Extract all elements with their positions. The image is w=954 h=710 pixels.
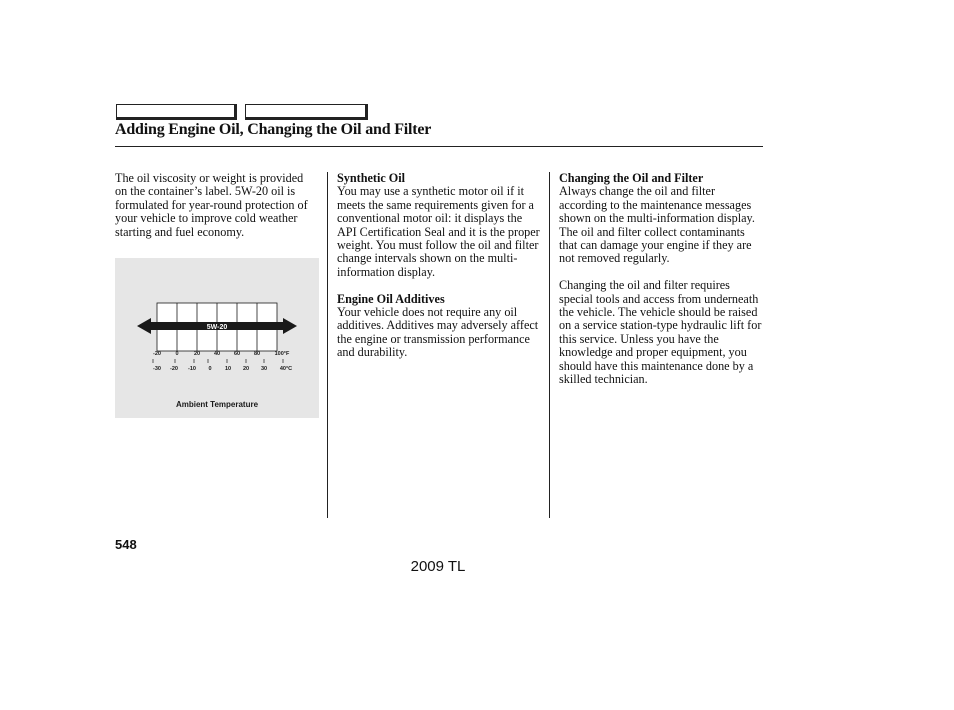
fahrenheit-tick: 60 (233, 351, 241, 357)
section-tab-box-2 (245, 104, 368, 120)
page-title: Adding Engine Oil, Changing the Oil and Filter (115, 121, 432, 138)
celsius-tick: 20 (242, 366, 250, 372)
column-divider-1 (327, 172, 328, 518)
section-tab-box-1 (116, 104, 237, 120)
celsius-tick: -20 (170, 366, 178, 372)
special-tools-paragraph: Changing the oil and filter requires special tools and access from underneath the vehicle. The vehicle should be raised on a service station-type hydraulic lift for this service. Unless you have the knowledge and proper equipment, you should have this maintenance done by a skilled technician. (559, 278, 762, 387)
column-divider-2 (549, 172, 550, 518)
viscosity-chart-svg (115, 258, 319, 418)
celsius-tick: 30 (260, 366, 268, 372)
celsius-tick: 0 (208, 366, 212, 372)
celsius-tick: -30 (153, 366, 161, 372)
fahrenheit-tick: 20 (193, 351, 201, 357)
figure-caption: Ambient Temperature (175, 400, 259, 409)
oil-viscosity-chart (115, 258, 319, 418)
synthetic-oil-paragraph: You may use a synthetic motor oil if it meets the same requirements given for a conventional motor oil: it displays the API Certification Seal and it is the proper weight. You must follow the oil and filter change intervals shown on the multi-information display. (337, 184, 540, 279)
celsius-tick: 40°C (279, 366, 293, 372)
footer-model (0, 558, 954, 575)
column-2 (337, 172, 542, 360)
viscosity-paragraph: The oil viscosity or weight is provided on the container’s label. 5W-20 oil is formulated for year-round protection of your vehicle to improve cold weather starting and fuel economy. (115, 171, 308, 239)
oil-additives-paragraph: Your vehicle does not require any oil additives. Additives may adversely affect the engine or transmission performance and durability. (337, 305, 539, 360)
celsius-tick-marks (153, 359, 283, 363)
fahrenheit-tick: 80 (253, 351, 261, 357)
changing-oil-heading: Changing the Oil and Filter (559, 171, 704, 185)
fahrenheit-tick: 0 (175, 351, 179, 357)
fahrenheit-tick: 40 (213, 351, 221, 357)
grade-label: 5W-20 (206, 324, 228, 331)
oil-additives-heading: Engine Oil Additives (337, 291, 445, 306)
celsius-tick: 10 (224, 366, 232, 372)
column-1 (115, 172, 309, 239)
fahrenheit-tick: -20 (153, 351, 161, 357)
synthetic-oil-heading: Synthetic Oil (337, 171, 406, 185)
column-3 (559, 172, 764, 386)
model-label: 2009 TL (410, 558, 466, 575)
celsius-tick: -10 (188, 366, 196, 372)
page-number: 548 (115, 537, 137, 552)
fahrenheit-tick: 100°F (274, 351, 290, 357)
title-divider (115, 146, 763, 147)
changing-oil-paragraph: Always change the oil and filter according to the maintenance messages shown on the multi-information display. The oil and filter collect contaminants that can damage your engine if they are not removed regularly. (559, 184, 755, 266)
